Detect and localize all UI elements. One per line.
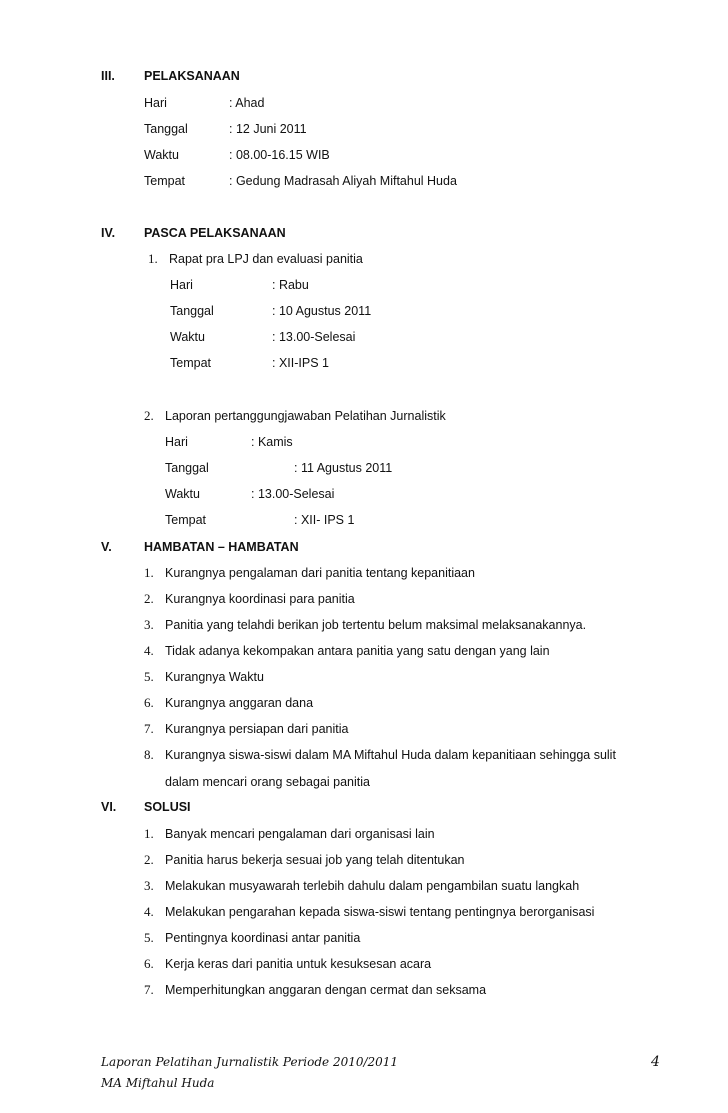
- list-item-continuation: dalam mencari orang sebagai panitia: [165, 775, 370, 789]
- list-item-text: Kurangnya pengalaman dari panitia tentang kepanitiaan: [165, 566, 475, 580]
- detail-label: Tanggal: [170, 304, 214, 318]
- detail-label: Tempat: [165, 513, 206, 527]
- detail-value: : 11 Agustus 2011: [294, 461, 393, 475]
- list-number: 5.: [144, 930, 154, 945]
- detail-value: : XII-IPS 1: [272, 356, 329, 370]
- list-item-text: Tidak adanya kekompakan antara panitia yang satu dengan yang lain: [165, 644, 550, 658]
- detail-value: : 13.00-Selesai: [272, 330, 356, 344]
- detail-value: : Rabu: [272, 278, 309, 292]
- section-numeral: V.: [101, 540, 112, 554]
- section-title: HAMBATAN – HAMBATAN: [144, 540, 299, 554]
- list-item-text: Laporan pertanggungjawaban Pelatihan Jurnalistik: [165, 409, 446, 423]
- detail-label: Hari: [165, 435, 188, 449]
- list-number: 8.: [144, 747, 154, 762]
- section-numeral: VI.: [101, 800, 117, 814]
- detail-value: : 10 Agustus 2011: [272, 304, 372, 318]
- section-title: PELAKSANAAN: [144, 69, 240, 83]
- list-number: 7.: [144, 982, 154, 997]
- list-item-text: Kurangnya koordinasi para panitia: [165, 592, 355, 606]
- list-item-text: Panitia yang telahdi berikan job tertentu belum maksimal melaksanakannya.: [165, 618, 587, 632]
- detail-label: Waktu: [144, 148, 179, 162]
- detail-value: : Kamis: [251, 435, 293, 449]
- list-number: 2.: [144, 408, 154, 423]
- detail-value: : 13.00-Selesai: [251, 487, 335, 501]
- section-title: SOLUSI: [144, 800, 191, 814]
- section-title: PASCA PELAKSANAAN: [144, 226, 286, 240]
- detail-label: Tempat: [170, 356, 211, 370]
- detail-label: Tanggal: [144, 122, 188, 136]
- list-item-text: Panitia harus bekerja sesuai job yang telah ditentukan: [165, 853, 465, 867]
- footer-report-title: Laporan Pelatihan Jurnalistik Periode 2010/2011: [101, 1055, 399, 1069]
- list-number: 2.: [144, 591, 154, 606]
- list-number: 1.: [148, 251, 158, 266]
- list-item-text: Kurangnya Waktu: [165, 670, 264, 684]
- detail-label: Tempat: [144, 174, 185, 188]
- list-item-text: Kurangnya siswa-siswi dalam MA Miftahul Huda dalam kepanitiaan sehingga sulit: [165, 748, 616, 762]
- list-item-text: Rapat pra LPJ dan evaluasi panitia: [169, 252, 363, 266]
- list-number: 6.: [144, 695, 154, 710]
- list-number: 4.: [144, 904, 154, 919]
- list-item-text: Pentingnya koordinasi antar panitia: [165, 931, 361, 945]
- list-item-text: Kurangnya anggaran dana: [165, 696, 314, 710]
- list-number: 1.: [144, 826, 154, 841]
- list-item-text: Kurangnya persiapan dari panitia: [165, 722, 349, 736]
- detail-label: Tanggal: [165, 461, 209, 475]
- detail-value: : 12 Juni 2011: [229, 122, 307, 136]
- detail-value: : Gedung Madrasah Aliyah Miftahul Huda: [229, 174, 457, 188]
- detail-value: : Ahad: [229, 96, 265, 110]
- detail-label: Hari: [170, 278, 193, 292]
- footer-school-name: MA Miftahul Huda: [101, 1076, 215, 1090]
- detail-label: Waktu: [170, 330, 205, 344]
- detail-label: Waktu: [165, 487, 200, 501]
- list-item-text: Banyak mencari pengalaman dari organisasi lain: [165, 827, 435, 841]
- section-numeral: III.: [101, 69, 115, 83]
- list-number: 1.: [144, 565, 154, 580]
- list-item-text: Memperhitungkan anggaran dengan cermat dan seksama: [165, 983, 487, 997]
- page-number: 4: [651, 1054, 660, 1070]
- list-item-text: Kerja keras dari panitia untuk kesuksesan acara: [165, 957, 432, 971]
- list-number: 3.: [144, 617, 154, 632]
- detail-value: : XII- IPS 1: [294, 513, 355, 527]
- list-number: 4.: [144, 643, 154, 658]
- list-number: 2.: [144, 852, 154, 867]
- detail-label: Hari: [144, 96, 167, 110]
- list-number: 6.: [144, 956, 154, 971]
- list-number: 3.: [144, 878, 154, 893]
- detail-value: : 08.00-16.15 WIB: [229, 148, 330, 162]
- list-item-text: Melakukan musyawarah terlebih dahulu dalam pengambilan suatu langkah: [165, 879, 580, 893]
- list-item-text: Melakukan pengarahan kepada siswa-siswi tentang pentingnya berorganisasi: [165, 905, 595, 919]
- list-number: 5.: [144, 669, 154, 684]
- section-numeral: IV.: [101, 226, 116, 240]
- list-number: 7.: [144, 721, 154, 736]
